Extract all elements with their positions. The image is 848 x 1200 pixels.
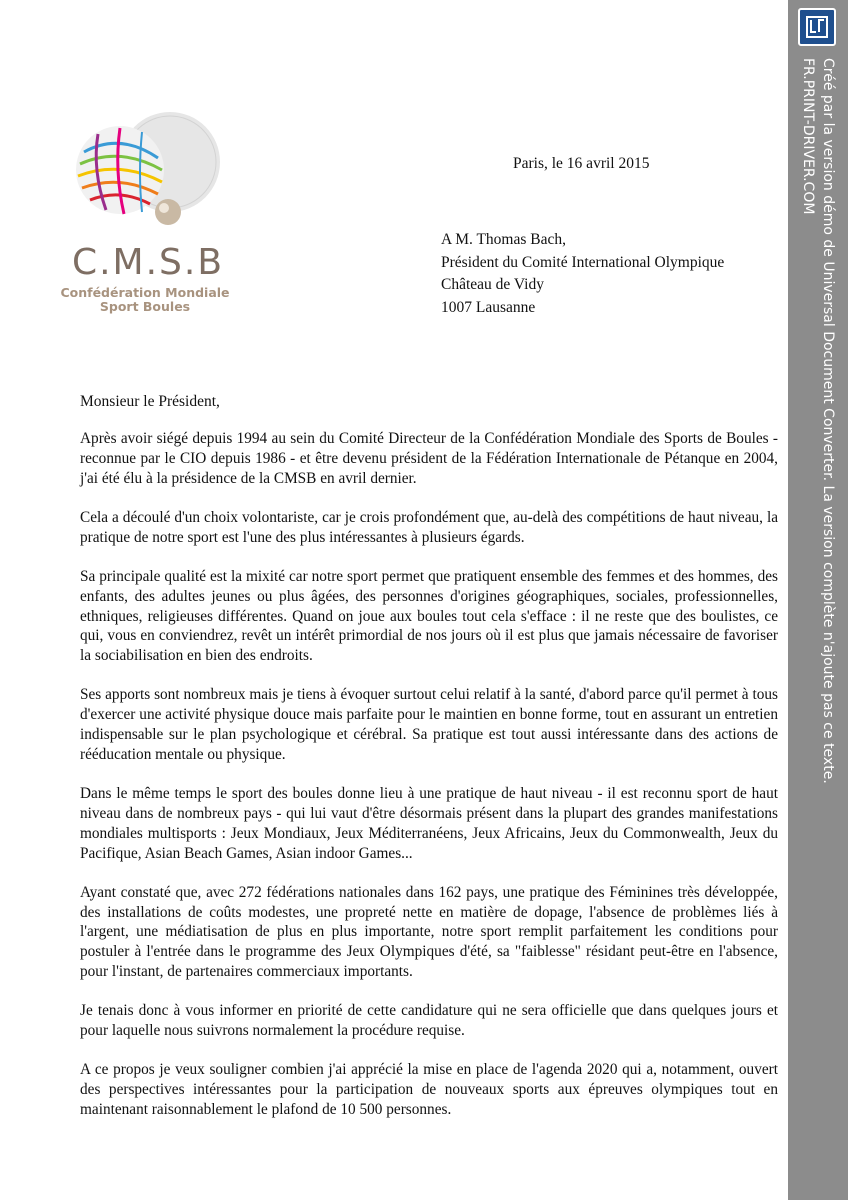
address-line: 1007 Lausanne [441,298,536,316]
body-paragraph: Après avoir siégé depuis 1994 au sein du Comité Directeur de la Confédération Mondiale des Sports de Boules - reconnue par le CIO depuis 1986 - et être devenu président de la Fédération Internationale de Pétanque en 2004, j'ai été élu à la présidence de la CMSB en avril dernier. [80,430,778,487]
body-paragraph: Ses apports sont nombreux mais je tiens à évoquer surtout celui relatif à la santé, d'abord parce qu'il permet à tous d'exercer une activité physique douce mais parfaite pour le maintien en bonne forme, tout en assurant un entretien indispensable sur le plan psychologique et cérébral. Sa pratique est tout aussi intéressante dans des actions de rééducation mentale ou physique. [80,686,778,763]
recipient-address [441,229,724,319]
logo-subtitle-line1: Confédération Mondiale [60,285,230,300]
address-line: Président du Comité International Olympique [441,253,725,271]
letter-body [80,429,778,1139]
logo-wordmark: C.M.S.B [71,242,225,283]
udc-logo-icon[interactable] [798,8,836,46]
globe-logo-icon [62,112,222,227]
logo-subtitle [50,286,240,314]
watermark-text [798,58,838,784]
body-paragraph: Dans le même temps le sport des boules donne lieu à une pratique de haut niveau - il est reconnu sport de haut niveau dans de nombreux pays - qui lui vaut d'être désormais présent dans la plupart des grandes manifestations mondiales multisports : Jeux Mondiaux, Jeux Méditerranéens, Jeux Africains, Jeux du Commonwealth, Jeux du Pacifique, Asian Beach Games, Asian indoor Games... [80,785,778,862]
body-paragraph: Sa principale qualité est la mixité car notre sport permet que pratiquent ensemble des femmes et des hommes, des enfants, des adultes jeunes ou plus âgées, des personnes d'origines géographiques, sociales, professionnelles, ethniques, religieuses différentes. Quand on joue aux boules tout cela s'efface : il ne reste que des boulistes, ce qui, vous en conviendrez, revêt un intérêt primordial de nos jours où il est plus que jamais nécessaire de favoriser la sociabilisation en bien des endroits. [80,567,778,665]
watermark-banner [788,0,848,1200]
body-paragraph: Je tenais donc à vous informer en priorité de cette candidature qui ne sera officielle que dans quelques jours et pour laquelle nous suivrons normalement la procédure requise. [80,1002,778,1040]
address-line: A M. Thomas Bach, [441,231,566,248]
body-paragraph: A ce propos je veux souligner combien j'ai apprécié la mise en place de l'agenda 2020 qui a, notamment, ouvert des perspectives intéressantes pour la participation de nouveaux sports aux épreuves olympiques tout en maintenant raisonnablement le plafond de 10 500 personnes. [80,1061,778,1119]
address-line: Château de Vidy [441,276,544,293]
letter-date: Paris, le 16 avril 2015 [513,155,650,172]
salutation: Monsieur le Président, [80,393,220,410]
body-paragraph: Ayant constaté que, avec 272 fédérations nationales dans 162 pays, une pratique des Féminines très développée, des installations de coûts modestes, une propreté nette en matière de dopage, l'absence de problèmes liés à l'argent, une médiatisation de plus en plus importante, notre sport remplit parfaitement les conditions pour postuler à l'entrée dans le programme des Jeux Olympiques d'été, sa "faiblesse" résidant peut-être en l'absence, pour l'instant, de partenaires commerciaux importants. [80,883,778,981]
watermark-line1: Créé par la version démo de Universal Document Converter. La version complète n'ajoute pas ce texte. [820,58,836,784]
logo-subtitle-line2: Sport Boules [99,299,191,314]
body-paragraph: Cela a découlé d'un choix volontariste, car je crois profondément que, au-delà des compétitions de haut niveau, la pratique de notre sport est l'une des plus intéressantes à plusieurs égards. [80,508,778,546]
watermark-line2[interactable]: FR.PRINT-DRIVER.COM [800,58,816,215]
cmsb-logo [50,112,240,322]
